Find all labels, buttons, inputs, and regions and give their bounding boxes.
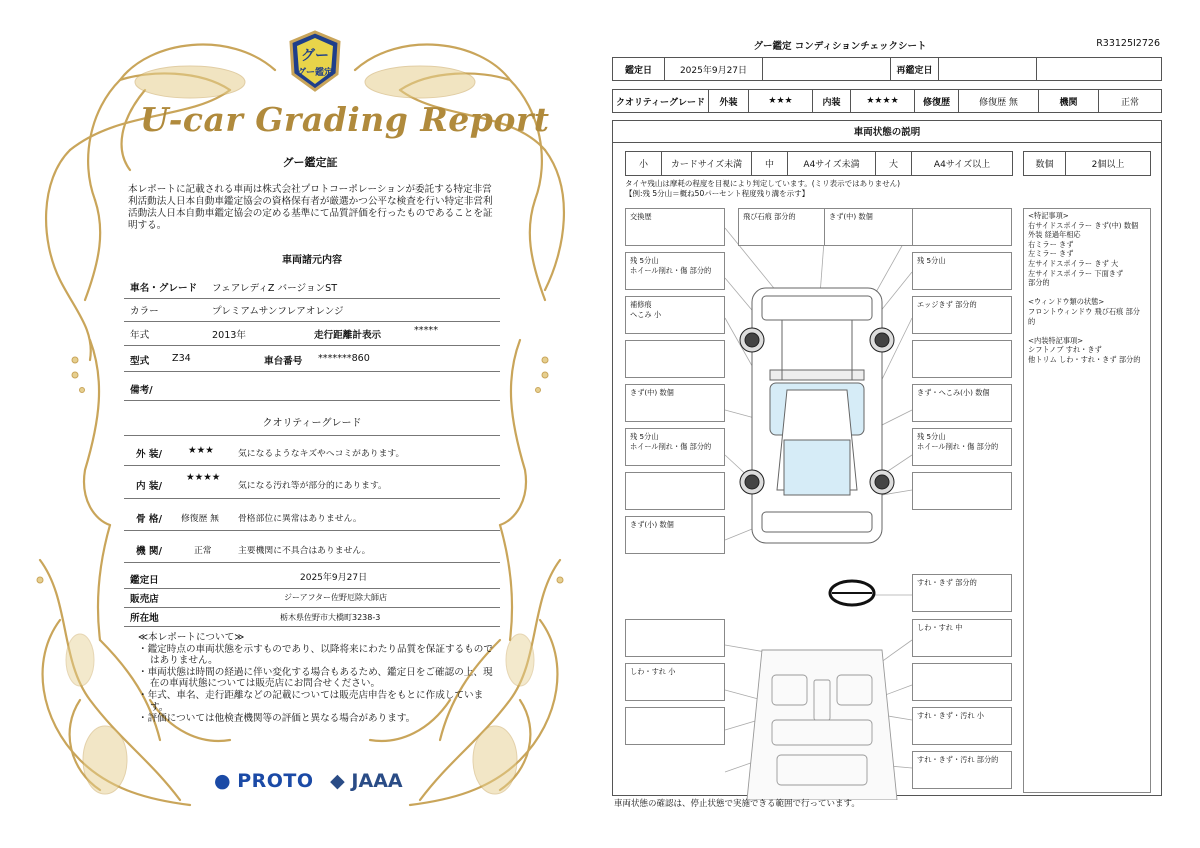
certificate-statement: 本レポートに記載される車両は株式会社プロトコーポレーションが委託する特定非営利活動法人日本自動車鑑定協会の資格保有者が厳選かつ公平な検査を行い特定非営利活動法人日本自動車鑑定協会の定める基準にて品質評価を行ったものであることを証明する。: [128, 184, 493, 231]
special-note-line: シフトノブ すれ・きず: [1028, 345, 1102, 355]
grade-row-interior: [124, 471, 500, 499]
condition-box: [912, 208, 1012, 246]
name-value: フェアレディZ バージョンST: [212, 283, 338, 294]
special-note-spacer: [1028, 288, 1146, 298]
engine-value: 正常: [194, 546, 212, 556]
condition-box: 残 5分山 ホイール削れ・傷 部分的: [625, 252, 725, 290]
quality-heading: クオリティーグレード: [262, 418, 362, 429]
note-item: ・評価については他検査機関等の評価と異なる場合があります。: [138, 713, 416, 725]
special-note-line: 右サイドスポイラー きず(中) 数個: [1028, 220, 1139, 230]
color-label: カラー: [130, 306, 159, 317]
reinspect-blank: [1037, 58, 1161, 80]
size-medium: 中: [752, 152, 788, 175]
history-value: 修復歴 無: [959, 90, 1039, 112]
interior-label: 内装: [813, 90, 851, 112]
frame-comment: 骨格部位に異常はありません。: [238, 514, 362, 524]
engine-label: 機 関/: [136, 546, 163, 557]
shop-value: ジーアフター佐野厄除大師店: [284, 593, 388, 602]
address-label: 所在地: [130, 613, 159, 624]
goo-emblem-icon: [287, 30, 343, 92]
tire-note-line: タイヤ残山は摩耗の程度を目視により判定しています。(ミリ表示ではありません): [625, 179, 901, 188]
condition-box: [625, 619, 725, 657]
date-row: [612, 57, 1162, 81]
model-label: 型式: [130, 356, 150, 367]
svg-text:グー鑑定: グー鑑定: [296, 68, 334, 78]
special-note-line: 左サイドスポイラー きず 大: [1028, 258, 1119, 268]
exterior-stars: ★★★: [749, 90, 813, 112]
condition-box: エッジきず 部分的: [912, 296, 1012, 334]
interior-stars: ★★★★: [186, 472, 221, 483]
size-small-desc: カードサイズ未満: [662, 152, 752, 175]
note-item: ・年式、車名、走行距離などの記載については販売店申告をもとに作成しています。: [138, 689, 484, 713]
special-note-line: <特記事項>: [1028, 211, 1069, 220]
mileage-label: 走行距離計表示: [314, 330, 382, 341]
interior-label: 内 装/: [136, 481, 163, 492]
svg-text:グー: グー: [301, 48, 329, 64]
sheet-title: グー鑑定 コンディションチェックシート: [753, 41, 927, 52]
date-label: 鑑定日: [613, 58, 665, 80]
condition-box: 補修痕 へこみ 小: [625, 296, 725, 334]
logo-area: [214, 770, 403, 792]
special-notes: [1023, 208, 1151, 793]
interior-comment: 気になる汚れ等が部分的にあります。: [238, 481, 387, 491]
color-value: プレミアムサンフレアオレンジ: [212, 306, 344, 317]
condition-box: きず(小) 数個: [625, 516, 725, 554]
history-label: 修復歴: [915, 90, 959, 112]
steering-wheel-icon: [830, 581, 874, 605]
condition-box: [625, 472, 725, 510]
exterior-stars: ★★★: [188, 445, 214, 456]
info-row-address: [124, 608, 500, 627]
special-note-line: 左サイドスポイラー 下面きず: [1028, 268, 1124, 278]
condition-box: きず(中) 数個: [824, 208, 924, 246]
tire-note-line: 【例:残 5分山＝概ね50パーセント程度残り溝を示す】: [625, 189, 810, 198]
chassis-label: 車台番号: [264, 356, 303, 367]
count-desc: 2個以上: [1091, 160, 1125, 170]
mileage-value: *****: [414, 325, 438, 336]
condition-box: 残 5分山 ホイール削れ・傷 部分的: [912, 428, 1012, 466]
note-item: ・車両状態は時間の経過に伴い変化する場合もあるため、鑑定日をご確認の上、現在の車両状態については販売店にお問合せください。: [138, 666, 493, 690]
special-note-line: 外装 経過年相応: [1028, 230, 1081, 240]
special-note-line: <内装特記事項>: [1028, 335, 1084, 345]
condition-box: [912, 472, 1012, 510]
special-note-line: 部分的: [1028, 278, 1050, 288]
shop-label: 販売店: [130, 594, 159, 605]
info-row-date: [124, 569, 500, 589]
special-note-line: 左ミラー きず: [1028, 249, 1074, 259]
quality-divider: [124, 407, 500, 436]
proto-logo: PROTO: [237, 770, 314, 792]
size-large: 大: [876, 152, 912, 175]
special-note-line: 右ミラー きず: [1028, 239, 1074, 249]
note-item: ・鑑定時点の車両状態を示すものであり、以降将来にわたり品質を保証するものではありません。: [138, 643, 493, 667]
condition-box: [625, 340, 725, 378]
size-legend: [625, 151, 1013, 176]
model-value: Z34: [172, 353, 191, 364]
engine-label: 機関: [1039, 90, 1099, 112]
frame-value: 修復歴 無: [181, 514, 219, 524]
reinspect-label: 再鑑定日: [891, 58, 939, 80]
size-medium-desc: A4サイズ未満: [788, 152, 876, 175]
spec-row-year: [124, 324, 500, 346]
condition-box: しわ・すれ 中: [912, 619, 1012, 657]
condition-box: すれ・きず・汚れ 部分的: [912, 751, 1012, 789]
grade-row-frame: [124, 505, 500, 531]
special-note-spacer: [1028, 326, 1146, 336]
exterior-comment: 気になるようなキズやヘコミがあります。: [238, 449, 405, 459]
condition-box: きず・へこみ(小) 数個: [912, 384, 1012, 422]
grade-row-engine: [124, 537, 500, 563]
date-blank: [763, 58, 891, 80]
date-value: 2025年9月27日: [300, 573, 368, 583]
name-label: 車名・グレード: [130, 283, 198, 294]
reinspect-value: [939, 58, 1037, 80]
info-row-shop: [124, 589, 500, 608]
spec-row-model: [124, 350, 500, 372]
condition-box: [625, 707, 725, 745]
count-label: 数個: [1024, 152, 1066, 175]
condition-box: きず(中) 数個: [625, 384, 725, 422]
jaaa-logo-icon: ◆: [330, 770, 345, 792]
proto-logo-icon: ●: [214, 770, 231, 792]
condition-box: 残 5分山 ホイール削れ・傷 部分的: [625, 428, 725, 466]
exterior-label: 外装: [709, 90, 749, 112]
spec-row-name: [124, 277, 500, 299]
condition-box: すれ・きず・汚れ 小: [912, 707, 1012, 745]
count-legend: [1023, 151, 1151, 176]
condition-box: 交換歴: [625, 208, 725, 246]
chassis-value: *******860: [318, 353, 370, 364]
address-value: 栃木県佐野市大橋町3238-3: [280, 613, 381, 622]
interior-stars: ★★★★: [851, 90, 915, 112]
size-large-desc: A4サイズ以上: [933, 160, 991, 170]
date-value: 2025年9月27日: [665, 58, 763, 80]
notes-heading: ≪本レポートについて≫: [138, 632, 245, 643]
special-note-line: フロントウィンドウ 飛び石痕 部分的: [1028, 306, 1140, 326]
condition-box: 残 5分山: [912, 252, 1012, 290]
quality-label: クオリティーグレード: [613, 90, 709, 112]
year-value: 2013年: [212, 330, 247, 341]
specs-heading: 車両諸元内容: [282, 255, 342, 266]
remarks-label: 備考/: [130, 385, 153, 396]
condition-box: [912, 340, 1012, 378]
date-label: 鑑定日: [130, 575, 159, 586]
sheet-id: R33125I2726: [1096, 38, 1160, 49]
frame-label: 骨 格/: [136, 514, 163, 525]
sheet-footer: 車両状態の確認は、停止状態で実施できる範囲で行っています。: [614, 799, 860, 809]
condition-box: しわ・すれ 小: [625, 663, 725, 701]
condition-box: 飛び石痕 部分的: [738, 208, 838, 246]
exterior-label: 外 装/: [136, 449, 163, 460]
engine-value: 正常: [1120, 97, 1139, 108]
size-small: 小: [626, 152, 662, 175]
condition-box: [912, 663, 1012, 701]
certificate-title: グー鑑定証: [282, 156, 338, 169]
grade-row-exterior: [124, 440, 500, 466]
tire-note: [625, 179, 900, 199]
report-title: U-car Grading Report: [140, 100, 550, 139]
condition-box: すれ・きず 部分的: [912, 574, 1012, 612]
engine-comment: 主要機関に不具合はありません。: [238, 546, 371, 556]
report-notes: [138, 632, 498, 725]
year-label: 年式: [130, 330, 150, 341]
condition-heading: 車両状態の説明: [612, 120, 1162, 143]
spec-row-remarks: [124, 378, 500, 401]
quality-row: [612, 89, 1162, 113]
jaaa-logo: JAAA: [351, 770, 403, 792]
special-note-line: <ウィンドウ類の状態>: [1028, 297, 1105, 307]
spec-row-color: [124, 300, 500, 322]
special-note-line: 他トリム しわ・すれ・きず 部分的: [1028, 354, 1141, 364]
